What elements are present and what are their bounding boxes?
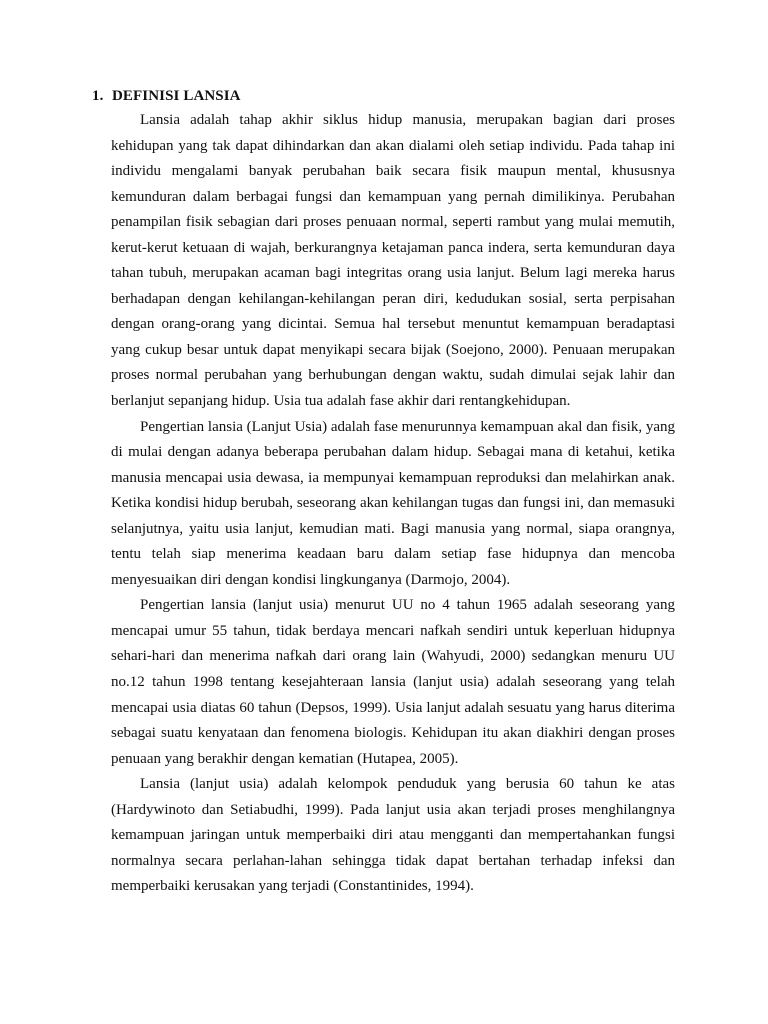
section-number: 1. <box>92 88 104 104</box>
paragraph-3: Pengertian lansia (lanjut usia) menurut UU no 4 tahun 1965 adalah seseorang yang mencapai umur 55 tahun, tidak berdaya mencari nafkah sendiri untuk keperluan hidupnya sehari-hari dan menerima nafkah dari orang lain (Wahyudi, 2000) sedangkan menuru UU no.12 tahun 1998 tentang kesejahteraan lansia (lanjut usia) adalah seseorang yang telah mencapai usia diatas 60 tahun (Depsos, 1999). Usia lanjut adalah sesuatu yang harus diterima sebagai suatu kenyataan dan fenomena biologis. Kehidupan itu akan diakhiri dengan proses penuaan yang berakhir dengan kematian (Hutapea, 2005). <box>111 597 675 767</box>
section-body <box>111 108 675 900</box>
paragraph-2: Pengertian lansia (Lanjut Usia) adalah fase menurunnya kemampuan akal dan fisik, yang di mulai dengan adanya beberapa perubahan dalam hidup. Sebagai mana di ketahui, ketika manusia mencapai usia dewasa, ia mempunyai kemampuan reproduksi dan melahirkan anak. Ketika kondisi hidup berubah, seseorang akan kehilangan tugas dan fungsi ini, dan memasuki selanjutnya, yaitu usia lanjut, kemudian mati. Bagi manusia yang normal, siapa orangnya, tentu telah siap menerima keadaan baru dalam setiap fase hidupnya dan mencoba menyesuaikan diri dengan kondisi lingkunganya (Darmojo, 2004). <box>111 418 675 588</box>
section-heading <box>92 86 241 106</box>
section-title: DEFINISI LANSIA <box>112 88 241 104</box>
paragraph-4: Lansia (lanjut usia) adalah kelompok penduduk yang berusia 60 tahun ke atas (Hardywinoto dan Setiabudhi, 1999). Pada lanjut usia akan terjadi proses menghilangnya kemampuan jaringan untuk memperbaiki diri atau mengganti dan mempertahankan fungsi normalnya secara perlahan-lahan sehingga tidak dapat bertahan terhadap infeksi dan memperbaiki kerusakan yang terjadi (Constantinides, 1994). <box>111 776 675 895</box>
paragraph-1: Lansia adalah tahap akhir siklus hidup manusia, merupakan bagian dari proses kehidupan yang tak dapat dihindarkan dan akan dialami oleh setiap individu. Pada tahap ini individu mengalami banyak perubahan baik secara fisik maupun mental, khususnya kemunduran dalam berbagai fungsi dan kemampuan yang pernah dimilikinya. Perubahan penampilan fisik sebagian dari proses penuaan normal, seperti rambut yang mulai memutih, kerut-kerut ketuaan di wajah, berkurangnya ketajaman panca indera, serta kemunduran daya tahan tubuh, merupakan acaman bagi integritas orang usia lanjut. Belum lagi mereka harus berhadapan dengan kehilangan-kehilangan peran diri, kedudukan sosial, serta perpisahan dengan orang-orang yang dicintai. Semua hal tersebut menuntut kemampuan beradaptasi yang cukup besar untuk dapat menyikapi secara bijak (Soejono, 2000). Penuaan merupakan proses normal perubahan yang berhubungan dengan waktu, sudah dimulai sejak lahir dan berlanjut sepanjang hidup. Usia tua adalah fase akhir dari rentangkehidupan. <box>111 112 675 410</box>
